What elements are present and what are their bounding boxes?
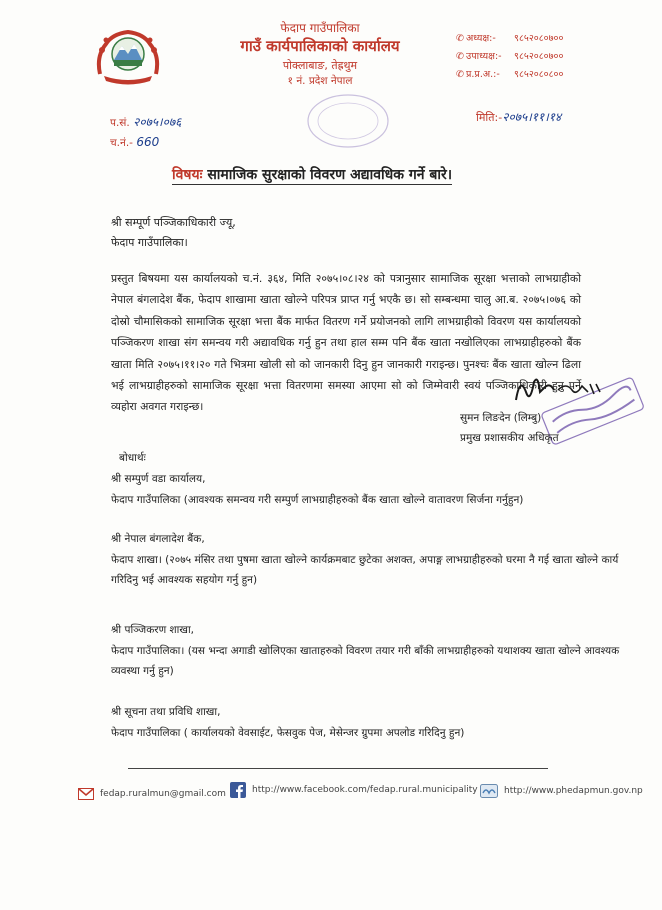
footer-website[interactable] bbox=[480, 784, 643, 798]
patra-sankhya bbox=[110, 113, 181, 133]
ps-value: २०७५।०७६ bbox=[133, 115, 182, 129]
footer bbox=[78, 782, 643, 806]
contact-list bbox=[456, 30, 646, 84]
phone-bullet-icon: ✆ bbox=[456, 69, 464, 80]
cn-value: 660 bbox=[136, 135, 160, 149]
signatory-block bbox=[460, 408, 559, 448]
province: १ नं. प्रदेश नेपाल bbox=[287, 75, 353, 87]
letter-body: प्रस्तुत बिषयमा यस कार्यालयको च.नं. ३६४, मिति २०७५।०८।२४ को पत्रानुसार सामाजिक सूरक्षा भत्ताको लाभग्राहीको नेपाल बंगलादेश बैंक, फेदाप शाखामा खाता खोल्ने परिपत्र प्राप्त गर्नु भएकै छ। सो सम्बन्धमा चालु आ.ब. २०७५।०७६ को दोस्रो चौमासिकको सामाजिक सूरक्षा भत्ता बैंक मार्फत वितरण गर्ने प्रयोजनको लागि लाभग्राहीको विवरण यस कार्यालयको पञ्जिकरण शाखा संग समन्वय गरी अद्यावधिक गर्नु हुन तथा हाल सम्म पनि बैंक खाता नखोलिएका लाभग्राहीहरुको बैंक खाता मिति २०७५।११।२० गते भित्रमा खोली सो को जानकारी दिनु हुन जानकारी गराइन्छ। पुनश्चः बैंक खाता खोल्न ढिला भई लाभग्राहीहरुको सामाजिक सूरक्षा भत्ता वितरणमा समस्या आएमा सो को जिम्मेवारी स्वयं पञ्जिकाधिकारी हुनु पर्ने व्यहोरा अवगत गराइन्छ। bbox=[111, 272, 581, 414]
cc-detail: फेदाप गाउँपालिका (आवश्यक समन्वय गरी सम्पुर्ण लाभग्राहीहरुको बैंक खाता खोल्ने वातावरण सिर्जना गर्नुहुन) bbox=[111, 493, 524, 506]
contact-row bbox=[456, 48, 646, 66]
letterhead-org bbox=[215, 20, 425, 88]
letter-date bbox=[476, 108, 561, 125]
cc-detail: फेदाप गाउँपालिका ( कार्यालयको वेवसाईट, फेसवुक पेज, मेसेन्जर ग्रुपमा अपलोड गरिदिनु हुन) bbox=[111, 726, 465, 739]
cc-detail: फेदाप शाखा। (२०७५ मंसिर तथा पुषमा खाता खोल्ने कार्यक्रमबाट छुटेका अशक्त, अपाङ्ग लाभग्राहीहरुको घरमा नै गई खाता खोल्ने कार्य गरिदिनु भई आवश्यक सहयोग गर्नु हुन) bbox=[111, 553, 619, 586]
municipality-name: फेदाप गाउँपालिका bbox=[280, 21, 360, 35]
cc-label: बोधार्थः bbox=[119, 452, 146, 464]
cc-recipient: श्री नेपाल बंगलादेश बैंक, bbox=[111, 533, 205, 545]
contact-row bbox=[456, 30, 646, 48]
chalani-number bbox=[110, 133, 181, 153]
contact-row bbox=[456, 66, 646, 84]
contact-label: प्र.प्र.अ.:- bbox=[466, 69, 500, 80]
gmail-icon bbox=[78, 788, 94, 800]
footer-divider bbox=[128, 768, 548, 769]
contact-number: ९८५२०८०८०० bbox=[514, 69, 564, 80]
cc-recipient: श्री सूचना तथा प्रविधि शाखा, bbox=[111, 706, 221, 718]
reference-block bbox=[110, 113, 181, 153]
contact-number: ९८५२०८०७०० bbox=[514, 33, 564, 44]
cc-entry bbox=[111, 529, 631, 591]
cc-entry bbox=[111, 620, 631, 682]
email-text: fedap.ruralmun@gmail.com bbox=[100, 789, 226, 799]
cn-label: च.नं.- bbox=[110, 137, 133, 149]
subject-text: सामाजिक सुरक्षाको विवरण अद्यावधिक गर्ने बारे। bbox=[207, 167, 453, 183]
contact-label: उपाध्यक्ष:- bbox=[466, 51, 502, 62]
subject-label: विषयः bbox=[172, 167, 203, 183]
signatory-title: प्रमुख प्रशासकीय अधिकृत bbox=[460, 432, 559, 444]
handwritten-signature-icon bbox=[510, 370, 610, 410]
footer-facebook[interactable] bbox=[230, 782, 478, 798]
cc-detail: फेदाप गाउँपालिका। (यस भन्दा अगाडी खोलिएका खाताहरुको विवरण तयार गरी बाँकी लाभग्राहीहरुको यथाशक्य खाता खोल्ने आवश्यक व्यवस्था गर्नु हुन) bbox=[111, 644, 620, 677]
nepal-emblem-icon bbox=[92, 26, 164, 86]
subject-line bbox=[172, 165, 452, 184]
date-value: २०७५।११।१४ bbox=[502, 110, 562, 124]
facebook-text: http://www.facebook.com/fedap.rural.municipality bbox=[252, 785, 478, 795]
ps-label: प.सं. bbox=[110, 117, 130, 129]
contact-number: ९८५२०८०७०० bbox=[514, 51, 564, 62]
website-icon bbox=[480, 784, 498, 798]
office-address: पोक्लाबाङ, तेह्रथुम bbox=[282, 59, 358, 72]
cc-recipient: श्री सम्पुर्ण वडा कार्यालय, bbox=[111, 473, 206, 485]
office-stamp-icon bbox=[303, 92, 393, 150]
cc-entry bbox=[111, 469, 631, 510]
cc-entry bbox=[111, 702, 631, 743]
signatory-name: सुमन लिङदेन (लिम्बु) bbox=[460, 412, 542, 424]
office-name: गाउँ कार्यपालिकाको कार्यालय bbox=[240, 37, 400, 55]
phone-bullet-icon: ✆ bbox=[456, 51, 464, 62]
date-label: मिति:- bbox=[476, 111, 503, 124]
cc-recipient: श्री पञ्जिकरण शाखा, bbox=[111, 624, 195, 636]
addressee-line-1: श्री सम्पूर्ण पञ्जिकाधिकारी ज्यू, bbox=[111, 216, 236, 229]
addressee bbox=[111, 213, 236, 253]
facebook-icon bbox=[230, 782, 246, 798]
addressee-line-2: फेदाप गाउँपालिका। bbox=[111, 236, 188, 249]
website-text: http://www.phedapmun.gov.np bbox=[504, 786, 643, 796]
contact-label: अध्यक्ष:- bbox=[466, 33, 496, 44]
phone-bullet-icon: ✆ bbox=[456, 33, 464, 44]
footer-email[interactable] bbox=[78, 788, 226, 800]
